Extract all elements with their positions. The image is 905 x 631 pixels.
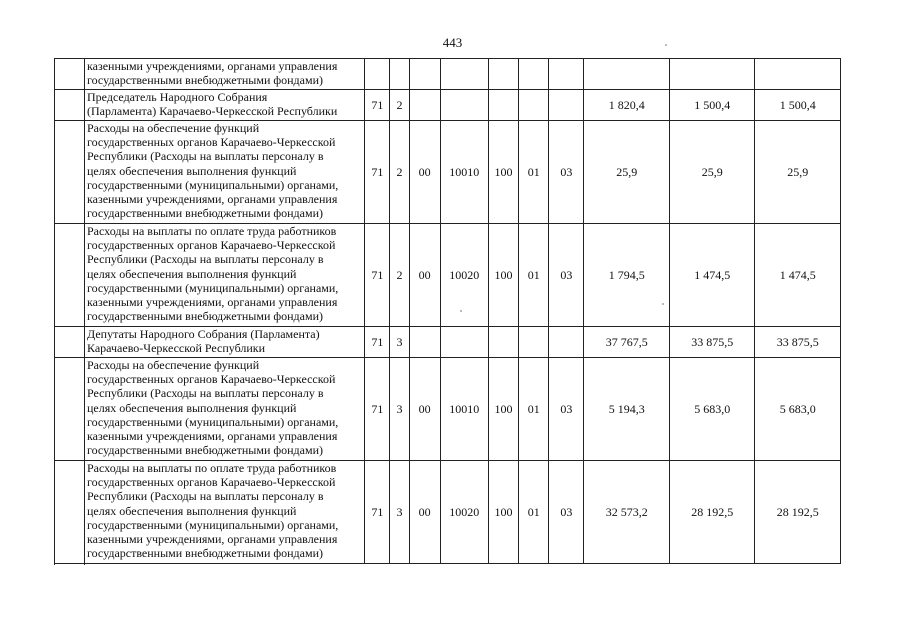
row-description: Расходы на выплаты по оплате труда работников государственных органов Карачаево-Черкесской Республики (Расходы на выплаты персоналу в целях обеспечения выполнения функций государственными (муниципальными) органами, казенными учреждениями, органами управления государственными внебюджетными фондами) [54,461,365,564]
code-sub-2: 03 [549,224,584,327]
value-year-2: 1 500,4 [669,90,754,121]
code-section: 3 [390,461,409,564]
scan-speck [662,303,664,305]
value-year-2: 33 875,5 [669,327,754,358]
value-year-1: 1 794,5 [584,224,669,327]
code-sub-2: 03 [549,358,584,461]
code-program: 00 [409,461,440,564]
value-year-2: 28 192,5 [669,461,754,564]
code-direction: 10020 [440,224,488,327]
code-section: 2 [390,90,409,121]
code-expense-type: 100 [488,121,518,224]
code-section: 3 [390,358,409,461]
row-description: Председатель Народного Собрания (Парламента) Карачаево-Черкесской Республики [54,90,365,121]
code-admin: 71 [365,121,390,224]
table-row [54,461,841,564]
code-program: 00 [409,224,440,327]
scan-speck [665,44,667,46]
value-year-3: 28 192,5 [755,461,841,564]
table-row [54,121,841,224]
code-admin: 71 [365,90,390,121]
value-year-1: 25,9 [584,121,669,224]
value-year-3: 33 875,5 [755,327,841,358]
value-year-1: 5 194,3 [584,358,669,461]
code-sub-2: 03 [549,461,584,564]
table-row [54,224,841,327]
code-sub-2 [549,327,584,358]
value-year-3: 25,9 [755,121,841,224]
code-program: 00 [409,358,440,461]
code-expense-type: 100 [488,358,518,461]
code-expense-type [488,90,518,121]
code-admin: 71 [365,358,390,461]
scan-speck [460,310,462,312]
code-section: 2 [390,224,409,327]
code-expense-type: 100 [488,224,518,327]
code-section: 2 [390,121,409,224]
code-admin: 71 [365,327,390,358]
table-body [54,59,841,564]
value-year-2: 5 683,0 [669,358,754,461]
code-sub-2 [549,90,584,121]
code-sub-1 [519,327,549,358]
code-sub-2: 03 [549,121,584,224]
page-number: 443 [442,35,463,50]
row-description: казенными учреждениями, органами управления государственными внебюджетными фондами) [54,59,365,90]
value-year-3: 1 474,5 [755,224,841,327]
code-program [409,90,440,121]
value-year-1: 32 573,2 [584,461,669,564]
table-row [54,59,841,90]
code-program [409,59,440,90]
code-sub-1: 01 [519,358,549,461]
value-year-1 [584,59,669,90]
code-sub-1: 01 [519,224,549,327]
code-sub-2 [549,59,584,90]
code-section [390,59,409,90]
code-direction: 10010 [440,358,488,461]
code-expense-type [488,327,518,358]
code-sub-1 [519,59,549,90]
row-description: Депутаты Народного Собрания (Парламента) Карачаево-Черкесской Республики [54,327,365,358]
value-year-2: 1 474,5 [669,224,754,327]
table-row [54,90,841,121]
code-admin: 71 [365,224,390,327]
code-expense-type [488,59,518,90]
value-year-3: 5 683,0 [755,358,841,461]
row-description: Расходы на обеспечение функций государственных органов Карачаево-Черкесской Республики (Расходы на выплаты персоналу в целях обеспечения выполнения функций государственными (муниципальными) органами, казенными учреждениями, органами управления государственными внебюджетными фондами) [54,358,365,461]
budget-table [54,58,841,564]
code-program [409,327,440,358]
code-sub-1 [519,90,549,121]
value-year-2: 25,9 [669,121,754,224]
row-description: Расходы на обеспечение функций государственных органов Карачаево-Черкесской Республики (Расходы на выплаты персоналу в целях обеспечения выполнения функций государственными (муниципальными) органами, казенными учреждениями, органами управления государственными внебюджетными фондами) [54,121,365,224]
code-sub-1: 01 [519,121,549,224]
code-section: 3 [390,327,409,358]
code-direction: 10020 [440,461,488,564]
code-direction [440,59,488,90]
code-admin [365,59,390,90]
code-expense-type: 100 [488,461,518,564]
value-year-2 [669,59,754,90]
code-sub-1: 01 [519,461,549,564]
code-program: 00 [409,121,440,224]
table-row [54,327,841,358]
table-row [54,358,841,461]
value-year-1: 1 820,4 [584,90,669,121]
code-direction: 10010 [440,121,488,224]
row-description: Расходы на выплаты по оплате труда работников государственных органов Карачаево-Черкесской Республики (Расходы на выплаты персоналу в целях обеспечения выполнения функций государственными (муниципальными) органами, казенными учреждениями, органами управления государственными внебюджетными фондами) [54,224,365,327]
code-admin: 71 [365,461,390,564]
code-direction [440,327,488,358]
value-year-3: 1 500,4 [755,90,841,121]
value-year-1: 37 767,5 [584,327,669,358]
value-year-3 [755,59,841,90]
code-direction [440,90,488,121]
